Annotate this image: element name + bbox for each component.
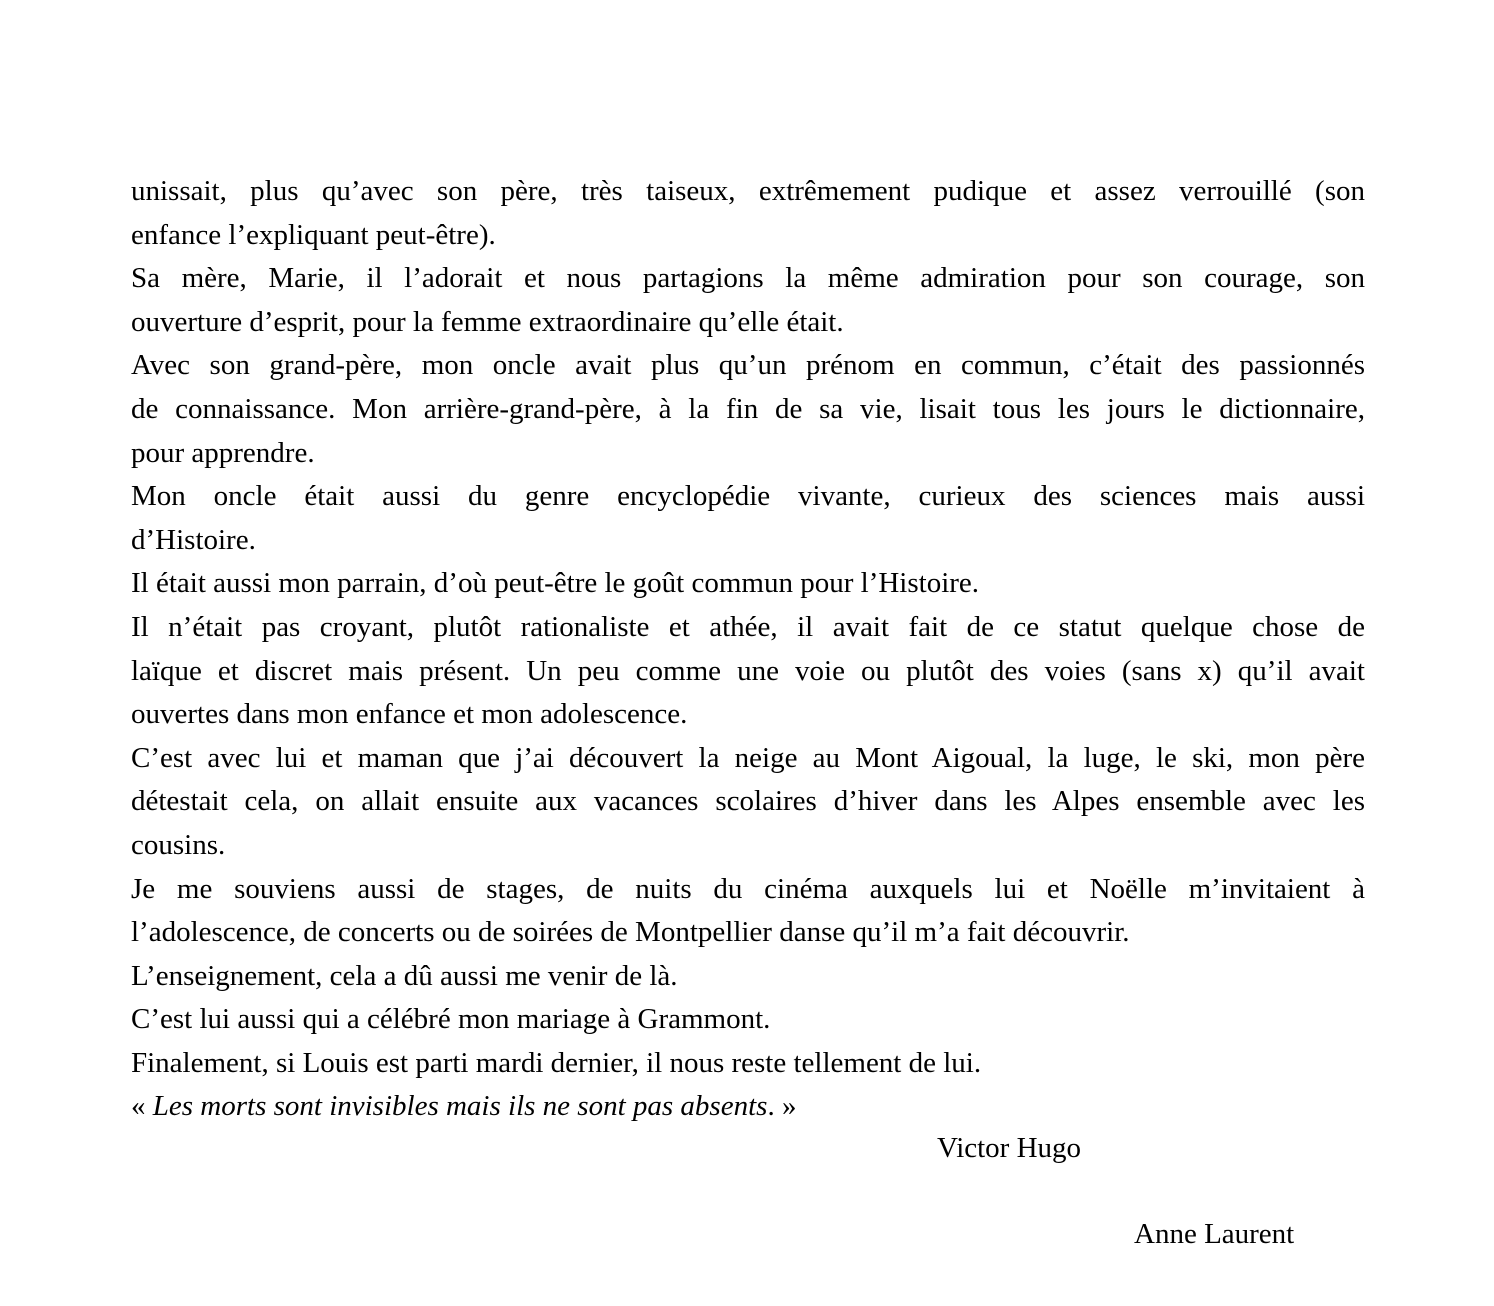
signature: Anne Laurent: [1134, 1218, 1295, 1250]
paragraph: [131, 737, 1365, 868]
text-line: ouvertes dans mon enfance et mon adolescence.: [131, 698, 688, 731]
text-line: cousins.: [131, 828, 226, 861]
paragraph: [131, 344, 1365, 475]
quote-line: [131, 1085, 1365, 1129]
text-line: L’enseignement, cela a dû aussi me venir de là.: [131, 959, 678, 992]
quote-close-mark: . »: [767, 1090, 797, 1123]
text-line: pour apprendre.: [131, 436, 315, 469]
text-line: ouverture d’esprit, pour la femme extraordinaire qu’elle était.: [131, 305, 844, 338]
text-line: Sa mère, Marie, il l’adorait et nous partagions la même admiration pour son courage, son: [131, 262, 1365, 295]
text-line: d’Histoire.: [131, 523, 256, 556]
paragraph: [131, 868, 1365, 955]
text-line: laïque et discret mais présent. Un peu comme une voie ou plutôt des voies (sans x) qu’il avait: [131, 654, 1365, 687]
paragraph: [131, 998, 1365, 1042]
paragraph: [131, 1042, 1365, 1086]
text-line: de connaissance. Mon arrière-grand-père, à la fin de sa vie, lisait tous les jours le dictionnaire,: [131, 392, 1365, 425]
text-line: C’est avec lui et maman que j’ai découvert la neige au Mont Aigoual, la luge, le ski, mon père: [131, 741, 1365, 774]
quote-author: Victor Hugo: [937, 1132, 1082, 1164]
text-line: détestait cela, on allait ensuite aux vacances scolaires d’hiver dans les Alpes ensemble avec les: [131, 785, 1365, 818]
text-line: Mon oncle était aussi du genre encyclopédie vivante, curieux des sciences mais aussi: [131, 480, 1365, 513]
text-line: Avec son grand-père, mon oncle avait plus qu’un prénom en commun, c’était des passionnés: [131, 349, 1365, 382]
text-line: Je me souviens aussi de stages, de nuits du cinéma auxquels lui et Noëlle m’invitaient à: [131, 872, 1365, 905]
text-line: Il n’était pas croyant, plutôt rationaliste et athée, il avait fait de ce statut quelque chose de: [131, 610, 1365, 643]
text-line: l’adolescence, de concerts ou de soirées de Montpellier danse qu’il m’a fait découvrir.: [131, 916, 1130, 949]
paragraph: [131, 170, 1365, 257]
text-line: Il était aussi mon parrain, d’où peut-être le goût commun pour l’Histoire.: [131, 567, 980, 600]
text-line: Finalement, si Louis est parti mardi dernier, il nous reste tellement de lui.: [131, 1046, 982, 1079]
paragraph: [131, 257, 1365, 344]
paragraph: [131, 562, 1365, 606]
paragraph: [131, 606, 1365, 737]
quote-open-mark: «: [131, 1090, 153, 1123]
body-text: [131, 170, 1365, 1129]
quote-text: Les morts sont invisibles mais ils ne sont pas absents: [152, 1090, 768, 1123]
text-line: enfance l’expliquant peut-être).: [131, 218, 496, 251]
paragraph: [131, 475, 1365, 562]
text-line: unissait, plus qu’avec son père, très taiseux, extrêmement pudique et assez verrouillé (son: [131, 175, 1365, 207]
paragraph: [131, 955, 1365, 999]
text-line: C’est lui aussi qui a célébré mon mariage à Grammont.: [131, 1003, 771, 1036]
